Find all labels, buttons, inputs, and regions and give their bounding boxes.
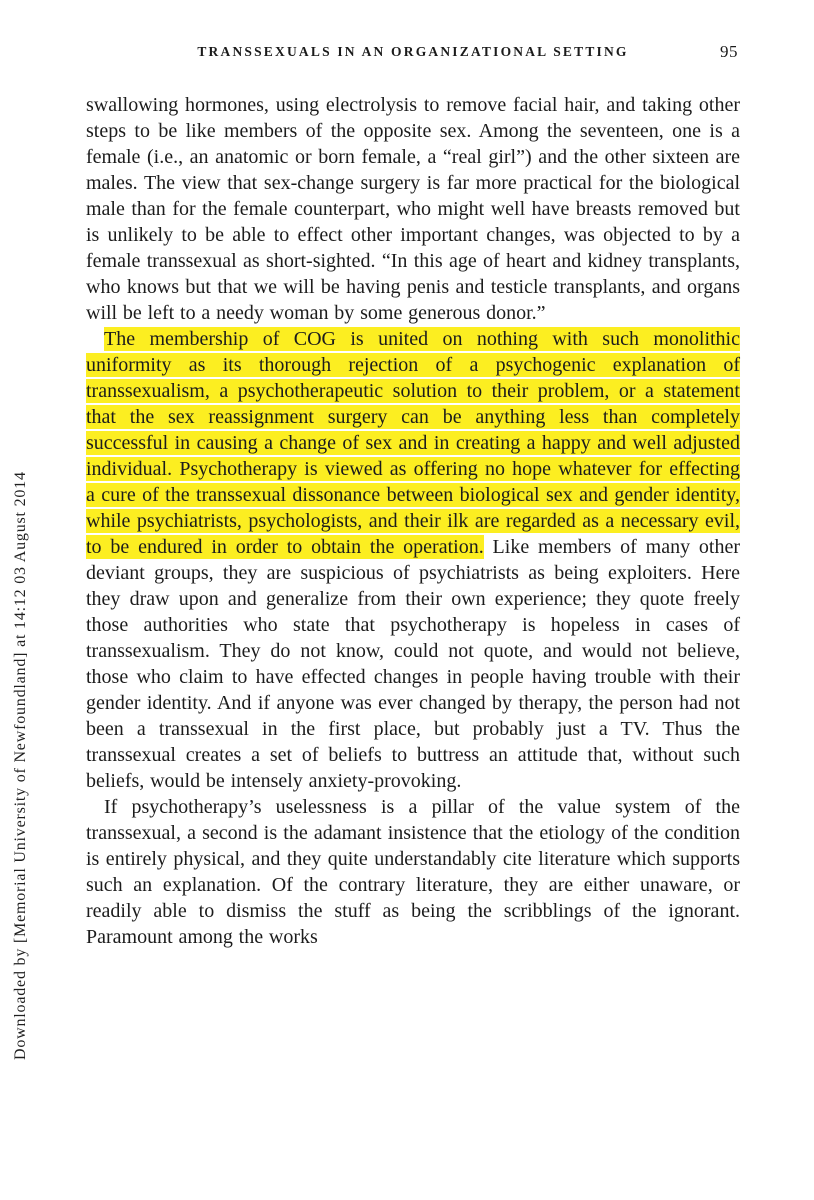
page-number: 95 <box>720 42 738 61</box>
paragraph-2 <box>86 326 740 794</box>
paragraph-1: swallowing hormones, using electrolysis to remove facial hair, and taking other steps to be like members of the opposite sex. Among the seventeen, one is a female (i.e., an anatomic or born female, a “real girl”) and the other sixteen are males. The view that sex-change surgery is far more practical for the biological male than for the female counterpart, who might well have breasts removed but is unlikely to be able to effect other important changes, was objected to by a female transsexual as short-sighted. “In this age of heart and kidney transplants, who knows but that we will be having penis and testicle transplants, and organs will be left to a needy woman by some generous donor.” <box>86 94 740 324</box>
running-header <box>86 44 740 64</box>
highlighted-passage: The membership of COG is united on nothing with such monolithic uniformity as its thorough rejection of a psychogenic explanation of transsexualism, a psychotherapeutic solution to their problem, or a statement that the sex reassignment surgery can be anything less than completely successful in causing a change of sex and in creating a happy and well adjusted individual. Psychotherapy is viewed as offering no hope whatever for effecting a cure of the transsexual dissonance between biological sex and gender identity, while psychiatrists, psychologists, and their ilk are regarded as a necessary evil, to be endured in order to obtain the operation. <box>86 328 740 558</box>
download-attribution-vertical-text: Downloaded by [Memorial University of Newfoundland] at 14:12 03 August 2014 <box>12 471 29 1060</box>
page-content <box>86 44 740 950</box>
running-title: TRANSSEXUALS IN AN ORGANIZATIONAL SETTING <box>197 44 629 59</box>
paragraph-2-continuation: Like members of many other deviant groups, they are suspicious of psychiatrists as being exploiters. Here they draw upon and generalize from their own experience; they quote freely those authorities who state that psychotherapy is hopeless in cases of transsexualism. They do not know, could not quote, and would not believe, those who claim to have effected changes in people having trouble with their gender identity. And if anyone was ever changed by therapy, the person had not been a transsexual in the first place, but probably just a TV. Thus the transsexual creates a set of beliefs to buttress an attitude that, without such beliefs, would be intensely anxiety-provoking. <box>86 536 740 792</box>
paragraph-3: If psychotherapy’s uselessness is a pillar of the value system of the transsexual, a second is the adamant insistence that the etiology of the condition is entirely physical, and they quite understandably cite literature which supports such an explanation. Of the contrary literature, they are either unaware, or readily able to dismiss the stuff as being the scribblings of the ignorant. Paramount among the works <box>86 796 740 948</box>
